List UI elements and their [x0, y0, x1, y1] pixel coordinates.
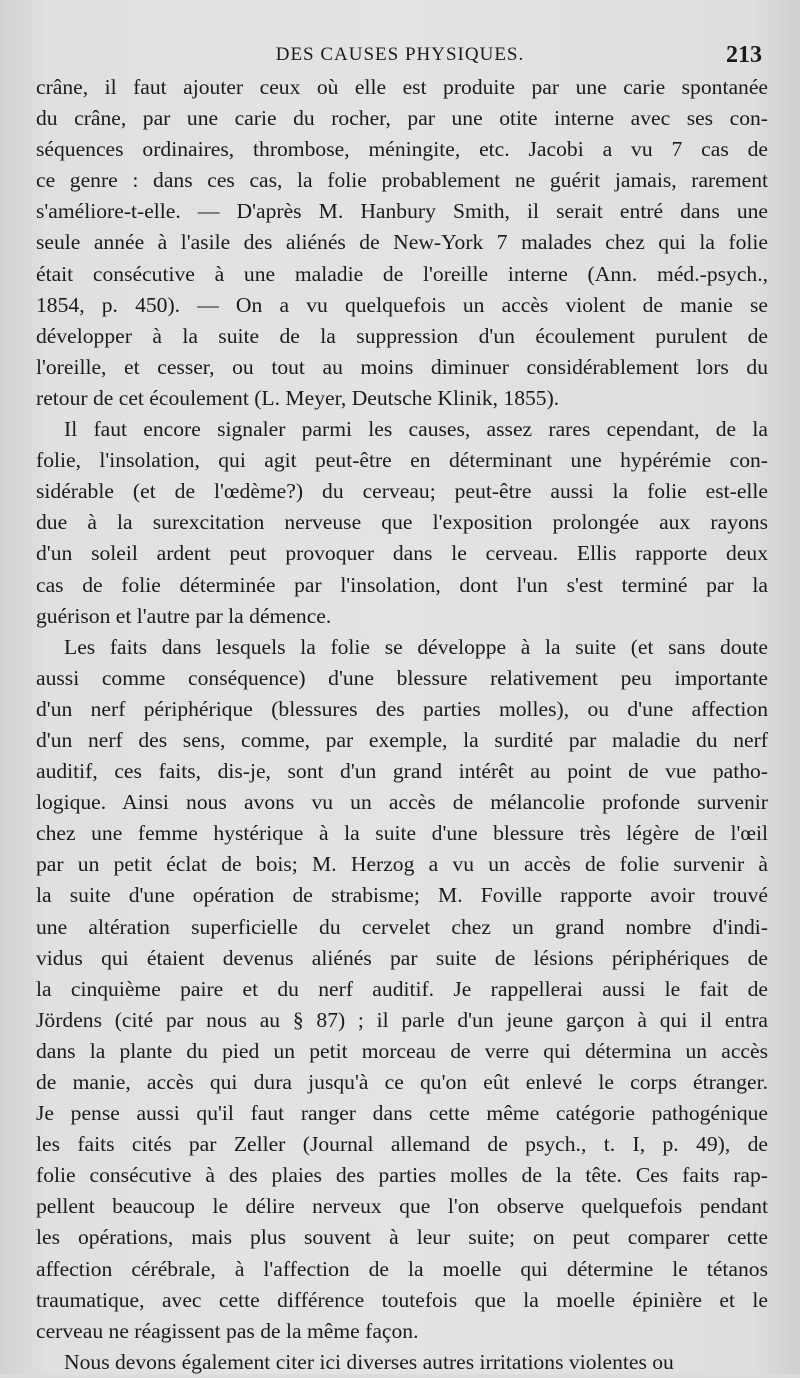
- body-text: [36, 72, 768, 1378]
- page-number: 213: [726, 42, 762, 68]
- text-line: Il faut encore signaler parmi les causes, assez rares cependant, de la: [64, 417, 768, 442]
- text-line: l'oreille, et cesser, ou tout au moins diminuer considérablement lors du: [36, 354, 768, 379]
- text-line: d'un nerf périphérique (blessures des parties molles), ou d'une affection: [36, 696, 768, 721]
- text-line: affection cérébrale, à l'affection de la moelle qui détermine le tétanos: [36, 1256, 768, 1281]
- text-line: dans la plante du pied un petit morceau de verre qui détermina un accès: [36, 1038, 768, 1063]
- text-line: séquences ordinaires, thrombose, méningite, etc. Jacobi a vu 7 cas de: [36, 137, 768, 162]
- text-line: 1854, p. 450). — On a vu quelquefois un accès violent de manie se: [36, 292, 768, 317]
- paragraph: [36, 632, 768, 1347]
- text-line: une altération superficielle du cervelet chez un grand nombre d'indi-: [36, 914, 768, 939]
- text-line: folie, l'insolation, qui agit peut-être en déterminant une hypérémie con-: [36, 448, 768, 473]
- text-line: traumatique, avec cette différence toutefois que la moelle épinière et le: [36, 1287, 768, 1312]
- text-line: vidus qui étaient devenus aliénés par suite de lésions périphériques de: [36, 945, 768, 970]
- text-line: Jördens (cité par nous au § 87) ; il parle d'un jeune garçon à qui il entra: [36, 1007, 768, 1032]
- running-title: DES CAUSES PHYSIQUES.: [275, 44, 525, 65]
- text-line: les faits cités par Zeller (Journal allemand de psych., t. I, p. 49), de: [36, 1132, 768, 1157]
- paragraph: [36, 72, 768, 414]
- paragraph: [36, 1347, 768, 1378]
- text-line: retour de cet écoulement (L. Meyer, Deutsche Klinik, 1855).: [36, 385, 560, 410]
- text-line: pellent beaucoup le délire nerveux que l'on observe quelquefois pendant: [36, 1194, 768, 1219]
- text-line: d'un nerf des sens, comme, par exemple, la surdité par maladie du nerf: [36, 727, 768, 752]
- text-line: du crâne, par une carie du rocher, par une otite interne avec ses con-: [36, 106, 768, 131]
- text-line: la cinquième paire et du nerf auditif. Je rappellerai aussi le fait de: [36, 976, 768, 1001]
- text-line: guérison et l'autre par la démence.: [36, 603, 332, 628]
- text-line: aussi comme conséquence) d'une blessure relativement peu importante: [36, 665, 768, 690]
- text-line: sidérable (et de l'œdème?) du cerveau; peut-être aussi la folie est-elle: [36, 479, 768, 504]
- text-line: Nous devons également citer ici diverses autres irritations violentes ou: [64, 1349, 674, 1374]
- text-line: développer à la suite de la suppression d'un écoulement purulent de: [36, 323, 768, 348]
- text-line: due à la surexcitation nerveuse que l'exposition prolongée aux rayons: [36, 510, 768, 535]
- text-line: de manie, accès qui dura jusqu'à ce qu'on eût enlevé le corps étranger.: [36, 1070, 768, 1094]
- text-line: par un petit éclat de bois; M. Herzog a vu un accès de folie survenir à: [36, 852, 768, 877]
- text-line: folie consécutive à des plaies des parties molles de la tête. Ces faits rap-: [36, 1163, 768, 1188]
- text-line: crâne, il faut ajouter ceux où elle est produite par une carie spontanée: [36, 75, 768, 99]
- running-head: [0, 42, 800, 72]
- text-line: s'améliore-t-elle. — D'après M. Hanbury Smith, il serait entré dans une: [36, 199, 768, 224]
- text-line: auditif, ces faits, dis-je, sont d'un grand intérêt au point de vue patho-: [36, 759, 768, 784]
- text-line: Les faits dans lesquels la folie se développe à la suite (et sans doute: [64, 634, 768, 659]
- text-line: était consécutive à une maladie de l'oreille interne (Ann. méd.-psych.,: [36, 261, 768, 286]
- text-line: ce genre : dans ces cas, la folie probablement ne guérit jamais, rarement: [36, 168, 768, 193]
- text-line: cerveau ne réagissent pas de la même façon.: [36, 1318, 419, 1343]
- text-line: les opérations, mais plus souvent à leur suite; on peut comparer cette: [36, 1225, 768, 1250]
- text-line: Je pense aussi qu'il faut ranger dans cette même catégorie pathogénique: [36, 1101, 768, 1126]
- text-line: la suite d'une opération de strabisme; M. Foville rapporte avoir trouvé: [36, 883, 768, 908]
- text-line: seule année à l'asile des aliénés de New-York 7 malades chez qui la folie: [36, 230, 768, 255]
- paragraph: [36, 414, 768, 632]
- text-line: chez une femme hystérique à la suite d'une blessure très légère de l'œil: [36, 821, 768, 846]
- text-line: logique. Ainsi nous avons vu un accès de mélancolie profonde survenir: [36, 790, 768, 815]
- text-line: d'un soleil ardent peut provoquer dans le cerveau. Ellis rapporte deux: [36, 541, 768, 566]
- text-line: cas de folie déterminée par l'insolation, dont l'un s'est terminé par la: [36, 572, 768, 597]
